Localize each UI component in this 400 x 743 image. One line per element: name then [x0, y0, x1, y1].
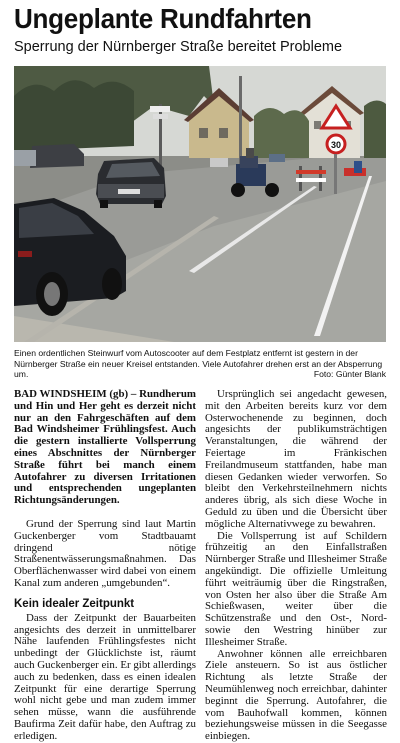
column-right [205, 389, 387, 743]
paragraph-1: Grund der Sperrung sind laut Martin Guckenberger vom Stadtbauamt dringend nötige Straßenentwässerungsmaßnahmen. Das Oberflächenwasser wird dabei von einem Kanal zum anderen „umgebunden“. [14, 517, 196, 589]
article-photo [14, 66, 386, 342]
paragraph-4: Die Vollsperrung ist auf Schildern frühzeitig an den Einfallstraßen Nürnberger Straße und Illesheimer Straße angekündigt. Die offizielle Umleitung führt weiträumig über die Ringstraßen, von Osten her also über die Straße Am Schießwasen, weiter über die Schützenstraße und den Ost-, Nord- sowie den Westring hinüber zur Illesheimer Straße. [205, 529, 387, 648]
photo-car-silver [96, 158, 166, 208]
caption-text: Einen ordentlichen Steinwurf vom Autoscooter auf dem Festplatz entfernt ist gestern in der Nürnberger Straße ein neuer Kreisel entstanden. Viele Autofahrer drehen erst an der Absperrung um. [14, 348, 383, 380]
article-lead: BAD WINDSHEIM (gb) – Rundherum und Hin und Her geht es derzeit nicht nur an den Fahrgeschäften auf dem Bad Windsheimer Frühlingsfest. Auch die gestern installierte Vollsperrung eines Abschnittes der Nürnberger Straße führt bei manch einem Autofahrer zu diversen Irritationen und entsprechenden ungeplanten Richtungsänderungen. [14, 388, 196, 507]
photo-speed-sign: 30 [330, 140, 342, 150]
paragraph-5: Anwohner können alle erreichbaren Ziele ansteuern. So ist aus östlicher Richtung als letzte Straße der Neumühlenweg noch erreichbar, dahinter beginnt die Sperrung. Autofahrer, die vom Bauhofwall kommen, können beziehungsweise müssen in die Seegasse einbiegen. [205, 647, 387, 743]
headline: Ungeplante Rundfahrten [14, 3, 312, 34]
subheadline: Sperrung der Nürnberger Straße bereitet Probleme [14, 39, 343, 55]
paragraph-2: Dass der Zeitpunkt der Bauarbeiten angesichts des derzeit in unmittelbarer Nähe laufenden Frühlingsfestes nicht unbedingt der Glücklichste ist, räumt auch Guckenberger ein. Er gibt allerdings auch zu bedenken, dass es einen idealen Zeitpunkt für eine derartige Sperrung wohl nicht gebe und man zudem immer sehen müsse, wann die ausführende Baufirma Zeit dafür habe, den Auftrag zu erledigen. [14, 611, 196, 742]
photo-credit: Foto: Günter Blank [313, 369, 386, 380]
paragraph-3: Ursprünglich sei angedacht gewesen, mit den Arbeiten bereits kurz vor dem Osterwochenende zu beginnen, doch angesichts der publikumsträchtigen Veranstaltungen, die während der Feiertage im Fränkischen Freilandmuseum stattfanden, habe man diesen Gedanken wieder verworfen. So bleibt den Verkehrsteilnehmern nichts anderes übrig, als sich diese Woche in Geduld zu üben und die Übersicht über mögliche Alternativwege zu bewahren. [205, 388, 387, 530]
column-left [14, 389, 196, 743]
section-title: Kein idealer Zeitpunkt [14, 597, 135, 610]
photo-caption [14, 348, 386, 380]
